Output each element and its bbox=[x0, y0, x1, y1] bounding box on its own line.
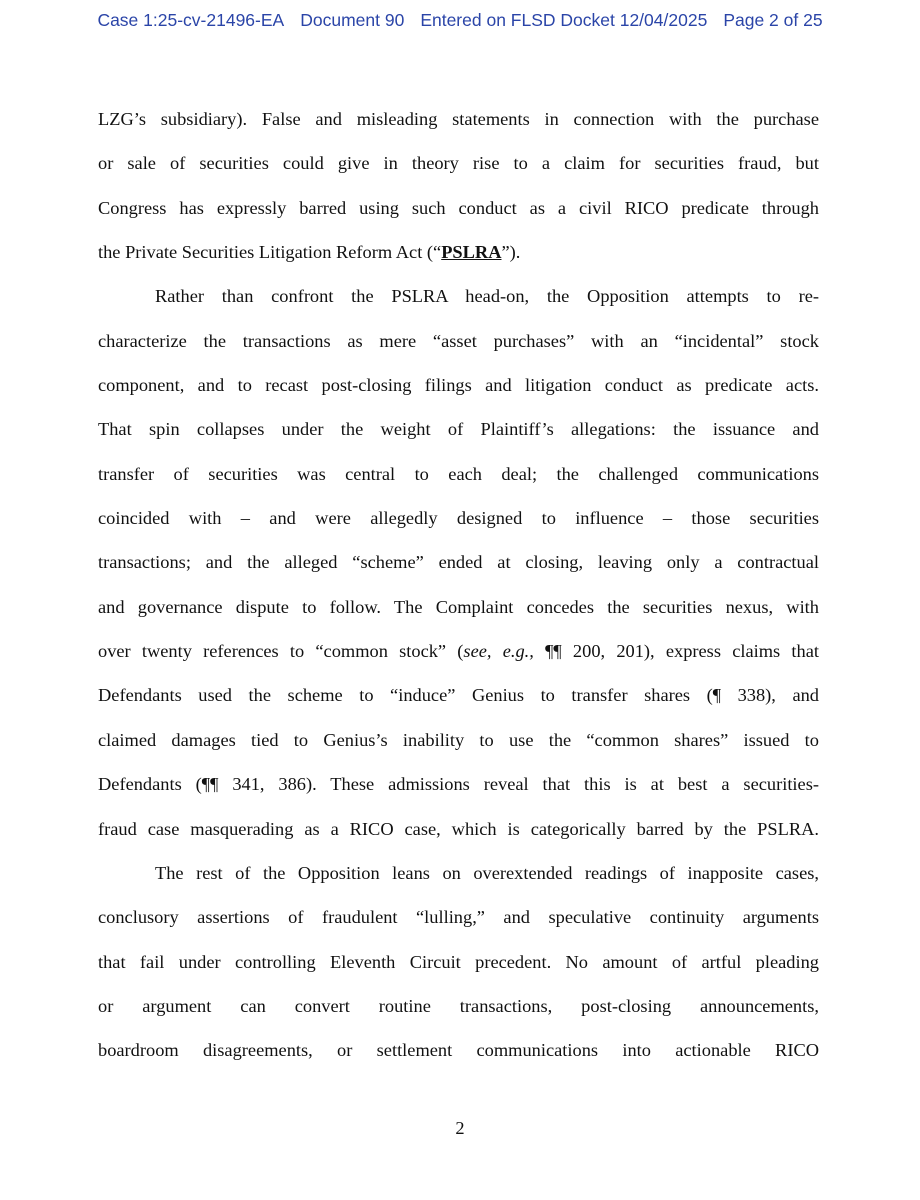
paragraph-2 bbox=[98, 279, 819, 855]
page-number: 2 bbox=[455, 1118, 465, 1138]
text-line: transfer of securities was central to each deal; the challenged communications bbox=[98, 463, 819, 484]
document-number: Document 90 bbox=[300, 10, 405, 30]
text-line: that fail under controlling Eleventh Circuit precedent. No amount of artful pleading bbox=[98, 951, 819, 972]
text-line: or argument can convert routine transactions, post-closing announcements, bbox=[98, 995, 819, 1016]
case-number: Case 1:25-cv-21496-EA bbox=[97, 10, 285, 30]
text-span: ¶¶ 200, 201), express claims that bbox=[533, 641, 819, 662]
citation-signal: see, e.g., bbox=[463, 641, 534, 662]
text-line: Defendants (¶¶ 341, 386). These admissions reveal that this is at best a securities- bbox=[98, 774, 819, 795]
page-count: Page 2 of 25 bbox=[723, 10, 823, 30]
text-line: Rather than confront the PSLRA head-on, the Opposition attempts to re- bbox=[155, 286, 819, 307]
text-line: That spin collapses under the weight of Plaintiff’s allegations: the issuance and bbox=[98, 419, 819, 440]
paragraph-3 bbox=[98, 856, 819, 1078]
text-line: component, and to recast post-closing filings and litigation conduct as predicate acts. bbox=[98, 375, 819, 396]
text-span: over twenty references to “common stock” ( bbox=[98, 641, 464, 662]
text-line: conclusory assertions of fraudulent “lulling,” and speculative continuity arguments bbox=[98, 907, 819, 928]
text-line: characterize the transactions as mere “asset purchases” with an “incidental” stock bbox=[98, 330, 819, 351]
text-line: boardroom disagreements, or settlement communications into actionable RICO bbox=[98, 1040, 819, 1061]
text-line: coincided with – and were allegedly designed to influence – those securities bbox=[98, 508, 819, 529]
text-line: claimed damages tied to Genius’s inability to use the “common shares” issued to bbox=[98, 729, 819, 750]
defined-term: PSLRA bbox=[441, 242, 502, 263]
document-body bbox=[98, 102, 819, 1078]
paragraph-1 bbox=[98, 102, 819, 279]
docket-header bbox=[0, 10, 920, 31]
text-span: ”). bbox=[501, 242, 521, 263]
text-line: transactions; and the alleged “scheme” ended at closing, leaving only a contractual bbox=[98, 552, 819, 573]
text-line: fraud case masquerading as a RICO case, which is categorically barred by the PSLRA. bbox=[98, 818, 819, 839]
text-line: The rest of the Opposition leans on overextended readings of inapposite cases, bbox=[155, 862, 819, 883]
text-line: or sale of securities could give in theory rise to a claim for securities fraud, but bbox=[98, 153, 819, 174]
text-line: and governance dispute to follow. The Complaint concedes the securities nexus, with bbox=[98, 596, 819, 617]
text-line: Congress has expressly barred using such conduct as a civil RICO predicate through bbox=[98, 197, 819, 218]
docket-entry: Entered on FLSD Docket 12/04/2025 bbox=[420, 10, 708, 30]
text-line bbox=[98, 235, 819, 279]
text-line: LZG’s subsidiary). False and misleading statements in connection with the purchase bbox=[98, 109, 819, 129]
text-line: Defendants used the scheme to “induce” Genius to transfer shares (¶ 338), and bbox=[98, 685, 819, 706]
text-line bbox=[98, 634, 819, 678]
text-span: the Private Securities Litigation Reform Act (“ bbox=[98, 242, 442, 263]
